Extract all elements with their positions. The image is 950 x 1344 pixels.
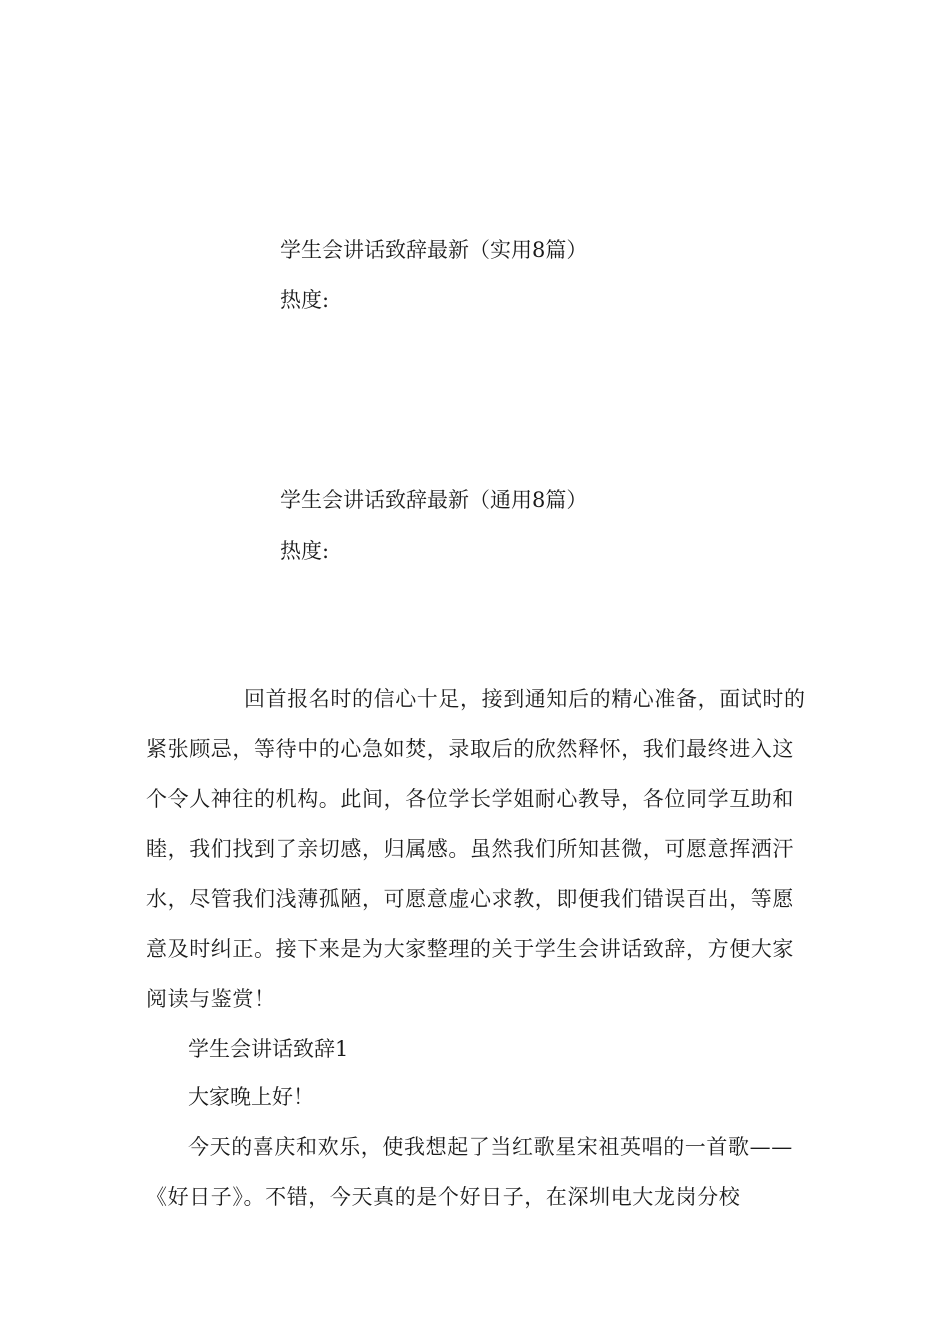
greeting-line: 大家晚上好！ — [188, 1085, 314, 1109]
section-heading: 学生会讲话致辞1 — [188, 1037, 349, 1061]
intro-paragraph: 回首报名时的信心十足，接到通知后的精心准备，面试时的紧张顾忌，等待中的心急如焚，录取后的欣然释怀，我们最终进入这个令人神往的机构。此间，各位学长学姐耐心教导，各位同学互助和睦，我们找到了亲切感，归属感。虽然我们所知甚微，可愿意挥洒汗水，尽管我们浅薄孤陋，可愿意虚心求教，即便我们错误百出，等愿意及时纠正。接下来是为大家整理的关于学生会讲话致辞，方便大家阅读与鉴赏！ — [146, 687, 806, 1011]
entry-title-1[interactable]: 学生会讲话致辞最新（实用8篇） — [280, 238, 588, 262]
body-paragraph: 今天的喜庆和欢乐，使我想起了当红歌星宋祖英唱的一首歌——《好日子》。不错，今天真的是个好日子，在深圳电大龙岗分校 — [146, 1135, 793, 1209]
entry-title-2[interactable]: 学生会讲话致辞最新（通用8篇） — [280, 488, 588, 512]
entry-heat-label-2: 热度: — [280, 539, 330, 563]
entry-heat-label-1: 热度: — [280, 288, 330, 312]
